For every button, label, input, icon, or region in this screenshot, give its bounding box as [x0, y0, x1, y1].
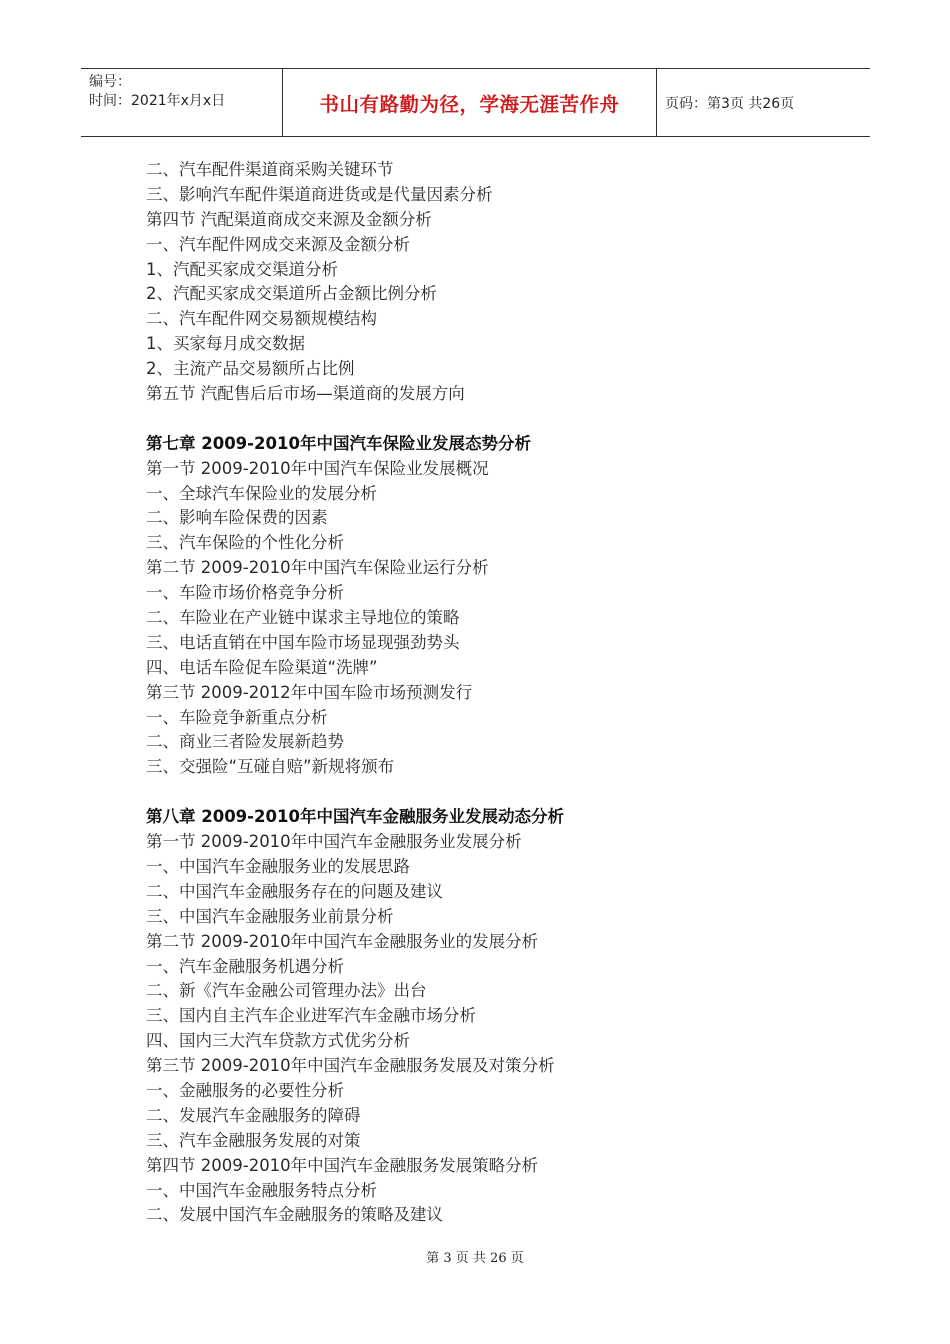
chapter-heading: 第八章 2009-2010年中国汽车金融服务业发展动态分析 — [146, 807, 564, 827]
toc-entry: 第三节 2009-2010年中国汽车金融服务发展及对策分析 — [146, 1056, 555, 1076]
toc-entry: 一、全球汽车保险业的发展分析 — [146, 483, 377, 503]
toc-entry: 三、国内自主汽车企业进军汽车金融市场分析 — [146, 1006, 476, 1026]
toc-entry: 二、影响车险保费的因素 — [146, 508, 328, 528]
toc-entry: 三、交强险“互碰自赔”新规将颁布 — [146, 757, 395, 777]
toc-entry: 三、汽车金融服务发展的对策 — [146, 1130, 361, 1150]
toc-entry: 第二节 2009-2010年中国汽车金融服务业的发展分析 — [146, 931, 539, 951]
toc-entry: 一、车险市场价格竞争分析 — [146, 583, 344, 603]
header-page-code: 页码：第3页 共26页 — [665, 95, 795, 112]
toc-entry: 二、新《汽车金融公司管理办法》出台 — [146, 981, 427, 1001]
toc-entry: 第一节 2009-2010年中国汽车保险业发展概况 — [146, 458, 489, 478]
toc-entry: 2、汽配买家成交渠道所占金额比例分析 — [146, 284, 437, 304]
toc-entry: 2、主流产品交易额所占比例 — [146, 359, 355, 379]
toc-entry: 第四节 2009-2010年中国汽车金融服务发展策略分析 — [146, 1155, 539, 1175]
toc-entry: 二、商业三者险发展新趋势 — [146, 732, 344, 752]
toc-entry: 一、汽车金融服务机遇分析 — [146, 956, 344, 976]
toc-entry: 第三节 2009-2012年中国车险市场预测发行 — [146, 682, 473, 702]
toc-entry: 第一节 2009-2010年中国汽车金融服务业发展分析 — [146, 832, 522, 852]
spacer — [146, 780, 866, 805]
toc-entry: 二、车险业在产业链中谋求主导地位的策略 — [146, 608, 460, 628]
toc-entry: 第二节 2009-2010年中国汽车保险业运行分析 — [146, 558, 489, 578]
toc-entry: 二、发展中国汽车金融服务的策略及建议 — [146, 1205, 443, 1225]
page-footer: 第 3 页 共 26 页 — [426, 1251, 524, 1266]
toc-entry: 一、金融服务的必要性分析 — [146, 1080, 344, 1100]
toc-entry: 一、车险竞争新重点分析 — [146, 707, 328, 727]
chapter-heading: 第七章 2009-2010年中国汽车保险业发展态势分析 — [146, 433, 531, 453]
toc-entry: 三、电话直销在中国车险市场显现强劲势头 — [146, 632, 460, 652]
toc-entry: 三、影响汽车配件渠道商进货或是代量因素分析 — [146, 184, 493, 204]
spacer — [146, 407, 866, 432]
toc-entry: 1、汽配买家成交渠道分析 — [146, 259, 338, 279]
toc-entry: 三、汽车保险的个性化分析 — [146, 533, 344, 553]
toc-entry: 二、中国汽车金融服务存在的问题及建议 — [146, 881, 443, 901]
toc-entry: 1、买家每月成交数据 — [146, 334, 305, 354]
page-header — [81, 68, 870, 137]
toc-entry: 二、汽车配件渠道商采购关键环节 — [146, 160, 394, 179]
toc-entry: 第五节 汽配售后后市场—渠道商的发展方向 — [146, 384, 465, 404]
toc-entry: 一、中国汽车金融服务业的发展思路 — [146, 856, 410, 876]
document-date: 时间：2021年x月x日 — [89, 93, 226, 109]
toc-entry: 二、发展汽车金融服务的障碍 — [146, 1105, 361, 1125]
toc-entry: 一、中国汽车金融服务特点分析 — [146, 1180, 377, 1200]
toc-entry: 二、汽车配件网交易额规模结构 — [146, 309, 377, 329]
header-info-cell — [81, 69, 282, 136]
header-motto: 书山有路勤为径，学海无涯苦作舟 — [319, 92, 620, 116]
toc-entry: 四、电话车险促车险渠道“洗牌” — [146, 657, 378, 677]
header-page-cell — [656, 69, 870, 136]
toc-entry: 一、汽车配件网成交来源及金额分析 — [146, 234, 410, 254]
table-of-contents — [146, 158, 866, 1228]
toc-entry: 四、国内三大汽车贷款方式优劣分析 — [146, 1031, 410, 1051]
toc-entry: 第四节 汽配渠道商成交来源及金额分析 — [146, 209, 432, 229]
header-motto-cell — [282, 69, 657, 136]
document-code-label: 编号： — [89, 74, 131, 90]
toc-entry: 三、中国汽车金融服务业前景分析 — [146, 906, 394, 926]
